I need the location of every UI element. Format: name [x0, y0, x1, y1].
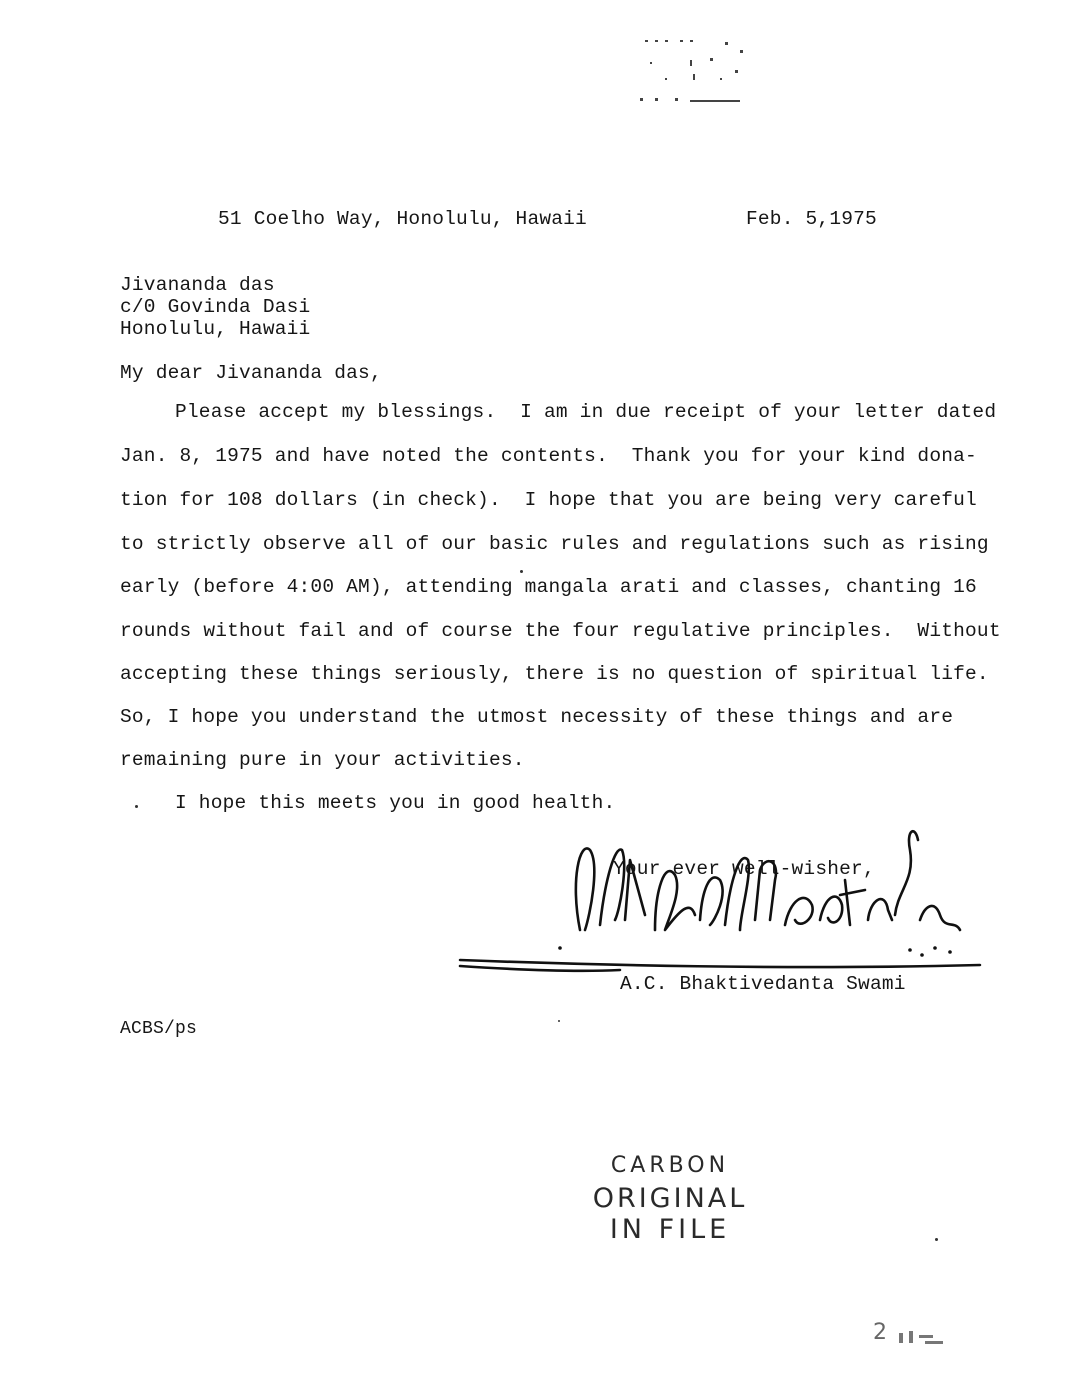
body-line: Jan. 8, 1975 and have noted the contents. Thank you for your kind dona- [120, 445, 977, 467]
paper-speck [935, 1238, 938, 1241]
handwritten-signature [440, 820, 1000, 990]
stamp-line-original: ORIGINAL [592, 1183, 748, 1214]
recipient-care-of: c/0 Govinda Dasi [120, 296, 311, 318]
letter-date: Feb. 5,1975 [746, 208, 877, 230]
paper-speck [135, 805, 138, 808]
page-number-smudge [895, 1325, 955, 1351]
body-line: remaining pure in your activities. [120, 749, 525, 771]
body-line: tion for 108 dollars (in check). I hope that you are being very careful [120, 489, 977, 511]
paper-speck [520, 570, 523, 573]
stamp-line-carbon: CARBON [610, 1153, 730, 1178]
salutation: My dear Jivananda das, [120, 362, 382, 384]
closing-line: I hope this meets you in good health. [175, 792, 616, 814]
body-line: Please accept my blessings. I am in due receipt of your letter dated [175, 401, 997, 423]
body-line: early (before 4:00 AM), attending mangala arati and classes, chanting 16 [120, 576, 977, 598]
recipient-name: Jivananda das [120, 274, 275, 296]
body-line: accepting these things seriously, there is no question of spiritual life. [120, 663, 989, 685]
body-line: So, I hope you understand the utmost necessity of these things and are [120, 706, 954, 728]
body-line: rounds without fail and of course the four regulative principles. Without [120, 620, 1001, 642]
recipient-city: Honolulu, Hawaii [120, 318, 311, 340]
paper-speck [558, 1020, 560, 1022]
signer-name: A.C. Bhaktivedanta Swami [620, 973, 906, 995]
page-number: 2 [873, 1320, 888, 1345]
stamp-line-in-file: IN FILE [609, 1214, 731, 1245]
reference-initials: ACBS/ps [120, 1019, 198, 1039]
carbon-file-stamp [555, 1155, 785, 1243]
valediction: Your ever well-wisher, [613, 858, 875, 880]
body-line: to strictly observe all of our basic rules and regulations such as rising [120, 533, 989, 555]
top-stamp-mark [635, 30, 755, 110]
sender-address: 51 Coelho Way, Honolulu, Hawaii [218, 208, 587, 230]
